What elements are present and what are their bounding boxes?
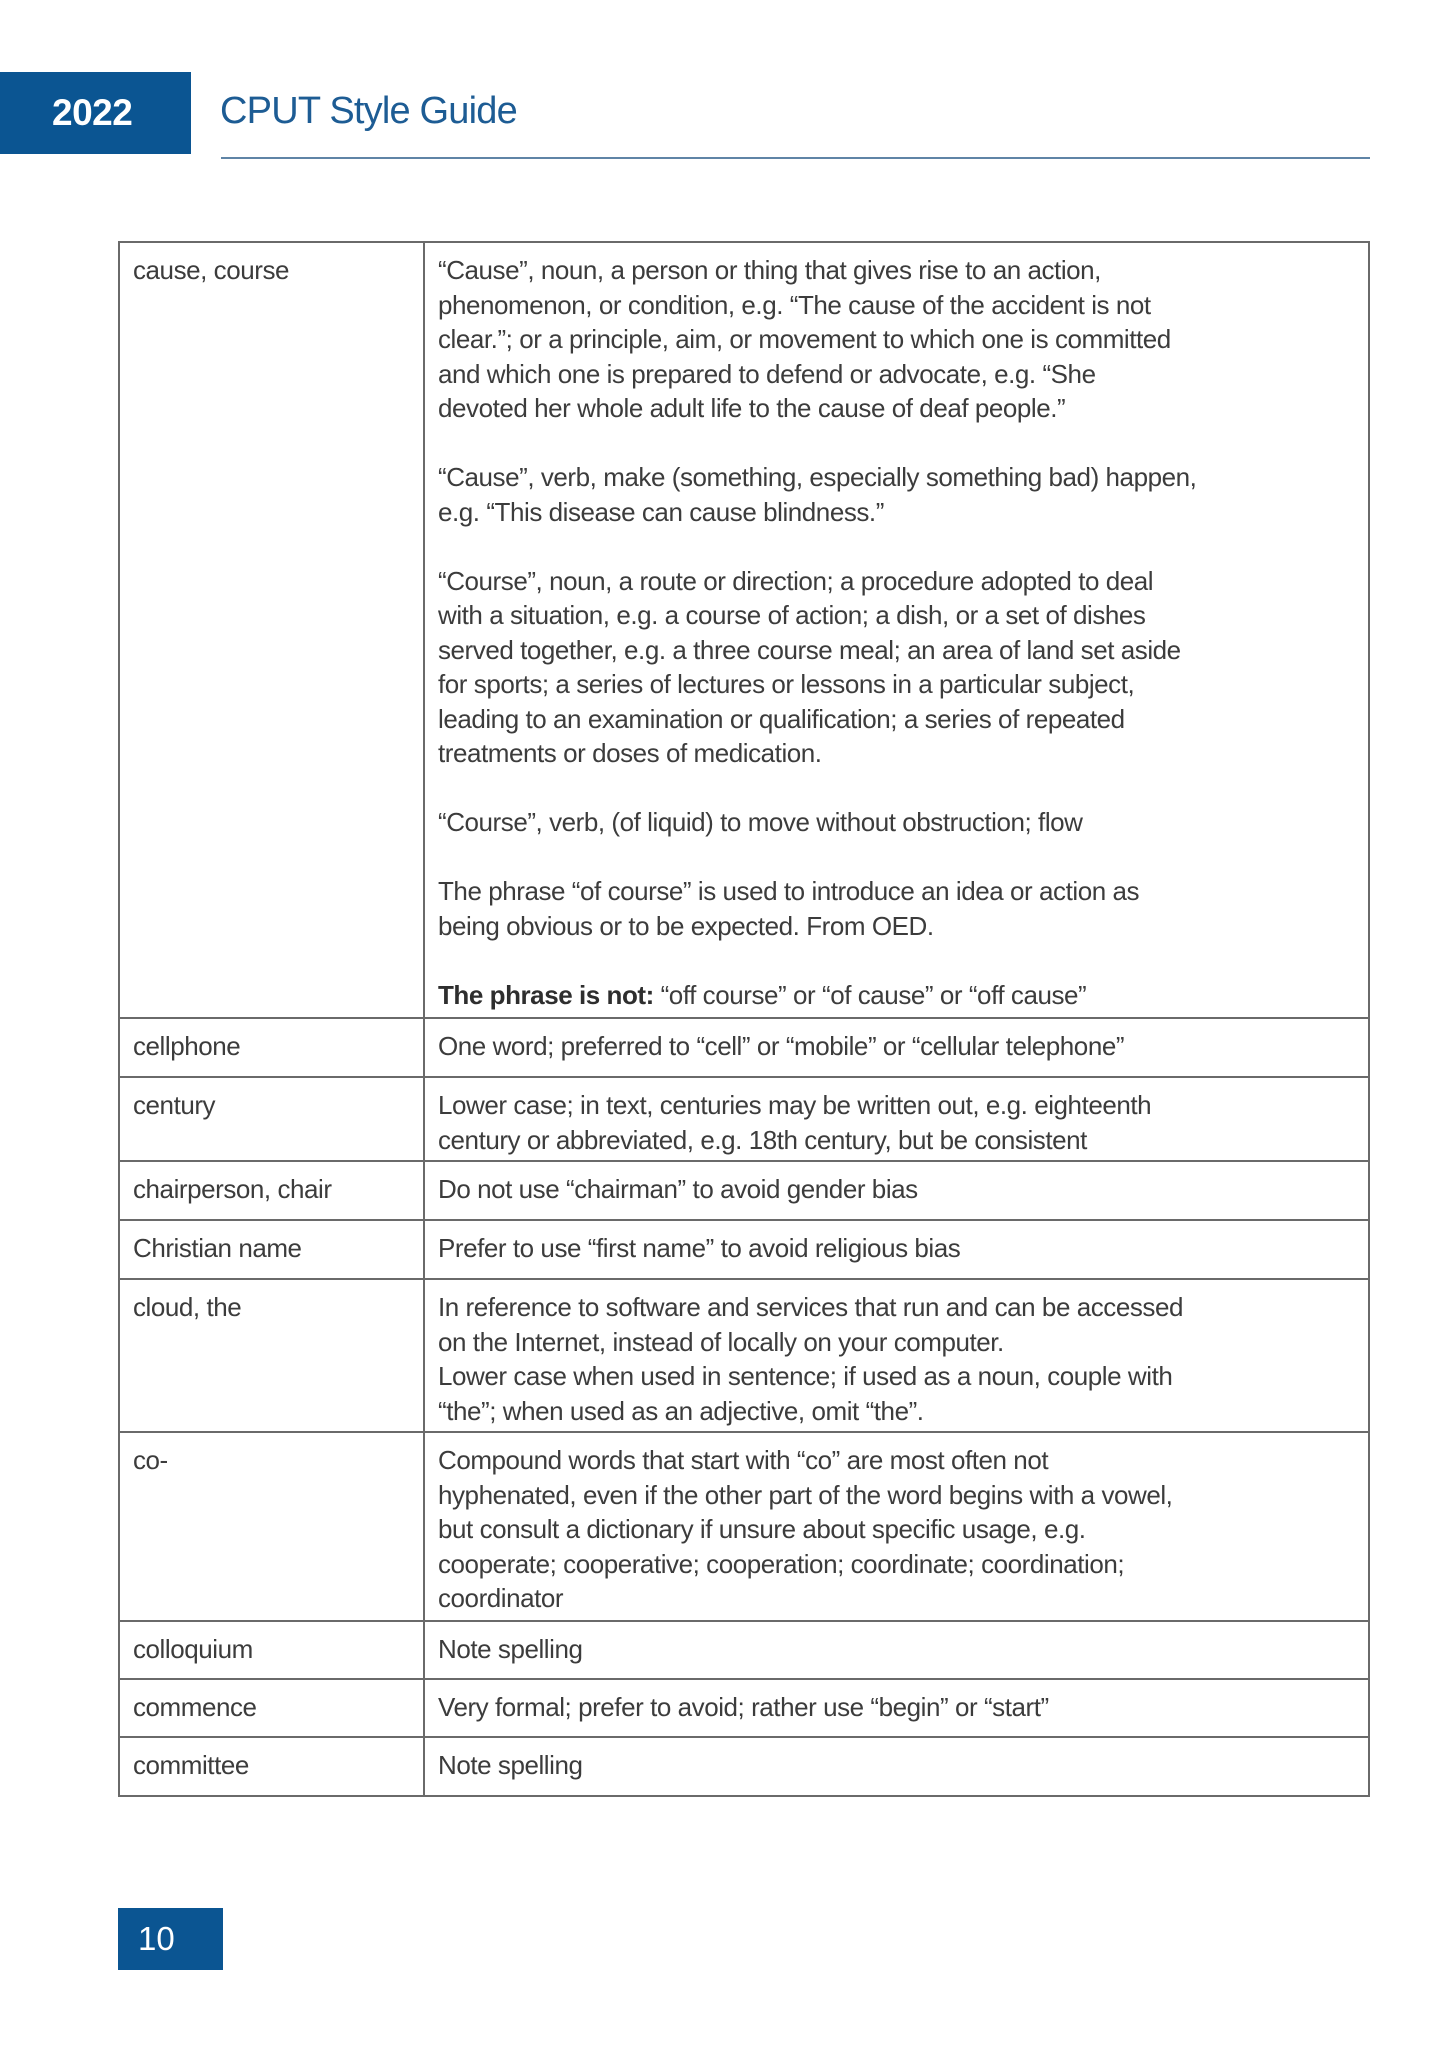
term-cell [119,1737,424,1796]
definition-line: “the”; when used as an adjective, omit “the”. [438,1395,924,1426]
definition-line: served together, e.g. a three course meal; an area of land set aside [438,634,1181,665]
definition-line: but consult a dictionary if unsure about specific usage, e.g. [438,1514,1086,1544]
term-cell [119,1679,424,1737]
definition-line: century or abbreviated, e.g. 18th century, but be consistent [438,1124,1087,1155]
definition-line: hyphenated, even if the other part of the word begins with a vowel, [438,1479,1173,1510]
term-label: committee [133,1750,249,1780]
page-number: 10 [138,1920,175,1957]
definition-line: with a situation, e.g. a course of action; a dish, or a set of dishes [438,600,1146,630]
table-row [119,1279,1369,1432]
definition-line: for sports; a series of lectures or lessons in a particular subject, [438,669,1135,699]
definition-line: Note spelling [438,1750,583,1780]
term-label: cause, course [133,255,290,285]
definition-cell [424,1018,1369,1077]
term-cell [119,1018,424,1077]
term-label: cloud, the [133,1292,242,1322]
term-label: colloquium [133,1634,253,1664]
definition-line: cooperate; cooperative; cooperation; coordinate; coordination; [438,1548,1125,1579]
definition-line: In reference to software and services that run and can be accessed [438,1292,1183,1322]
table-row [119,1621,1369,1679]
term-label: Christian name [133,1233,302,1263]
table-row [119,1018,1369,1077]
definition-line: “Cause”, noun, a person or thing that gives rise to an action, [438,255,1101,285]
term-label: commence [133,1692,257,1722]
definition-cell [424,1737,1369,1796]
note-line [438,978,1356,1013]
page-number-badge [118,1908,223,1970]
term-label: chairperson, chair [133,1174,332,1204]
term-label: co- [133,1445,168,1475]
year-label: 2022 [52,92,133,133]
definition-line: e.g. “This disease can cause blindness.” [438,496,884,527]
definition-line: “Course”, noun, a route or direction; a procedure adopted to deal [438,565,1154,596]
definition-line: clear.”; or a principle, aim, or movement to which one is committed [438,324,1171,354]
definition-line: “Cause”, verb, make (something, especially something bad) happen, [438,462,1197,492]
definition-line: coordinator [438,1583,564,1613]
definition-cell [424,242,1369,1018]
definition-cell [424,1161,1369,1220]
term-label: cellphone [133,1031,241,1061]
term-cell [119,1432,424,1621]
term-cell [119,1220,424,1279]
definition-line: on the Internet, instead of locally on your computer. [438,1326,1004,1357]
term-cell [119,1621,424,1679]
document-title: CPUT Style Guide [220,90,517,132]
definition-line: One word; preferred to “cell” or “mobile” or “cellular telephone” [438,1031,1125,1061]
definition-cell [424,1432,1369,1621]
note-label: The phrase is not: [438,979,654,1010]
definition-line: The phrase “of course” is used to introduce an idea or action as [438,876,1140,906]
definition-line: Lower case; in text, centuries may be written out, e.g. eighteenth [438,1090,1152,1120]
table-row [119,1220,1369,1279]
definition-line: and which one is prepared to defend or advocate, e.g. “She [438,358,1096,389]
definition-line: “Course”, verb, (of liquid) to move without obstruction; flow [438,807,1083,837]
definition-line: being obvious or to be expected. From OED. [438,910,934,941]
definition-line: Lower case when used in sentence; if used as a noun, couple with [438,1361,1173,1391]
table-row [119,1432,1369,1621]
definition-line: Prefer to use “first name” to avoid religious bias [438,1233,961,1263]
definition-line: Very formal; prefer to avoid; rather use “begin” or “start” [438,1692,1049,1722]
table-row [119,1161,1369,1220]
definition-line: phenomenon, or condition, e.g. “The cause of the accident is not [438,289,1151,320]
definition-line: devoted her whole adult life to the cause of deaf people.” [438,393,1066,423]
definition-line: Note spelling [438,1634,583,1664]
definition-line: Do not use “chairman” to avoid gender bias [438,1174,918,1204]
term-cell [119,242,424,1018]
table-row [119,1737,1369,1796]
table-row [119,242,1369,1018]
header-divider [221,157,1370,159]
table-row [119,1679,1369,1737]
table-row [119,1077,1369,1161]
term-cell [119,1077,424,1161]
definition-cell [424,1679,1369,1737]
definition-line: Compound words that start with “co” are most often not [438,1445,1049,1475]
term-cell [119,1161,424,1220]
definition-line: leading to an examination or qualification; a series of repeated [438,703,1125,734]
definition-cell [424,1279,1369,1432]
year-badge [0,72,191,154]
term-label: century [133,1090,216,1120]
style-guide-table [118,241,1370,1797]
definition-cell [424,1220,1369,1279]
term-cell [119,1279,424,1432]
definition-cell [424,1621,1369,1679]
definition-line: treatments or doses of medication. [438,738,822,768]
definition-cell [424,1077,1369,1161]
note-text: “off course” or “of cause” or “off cause” [653,979,1087,1010]
